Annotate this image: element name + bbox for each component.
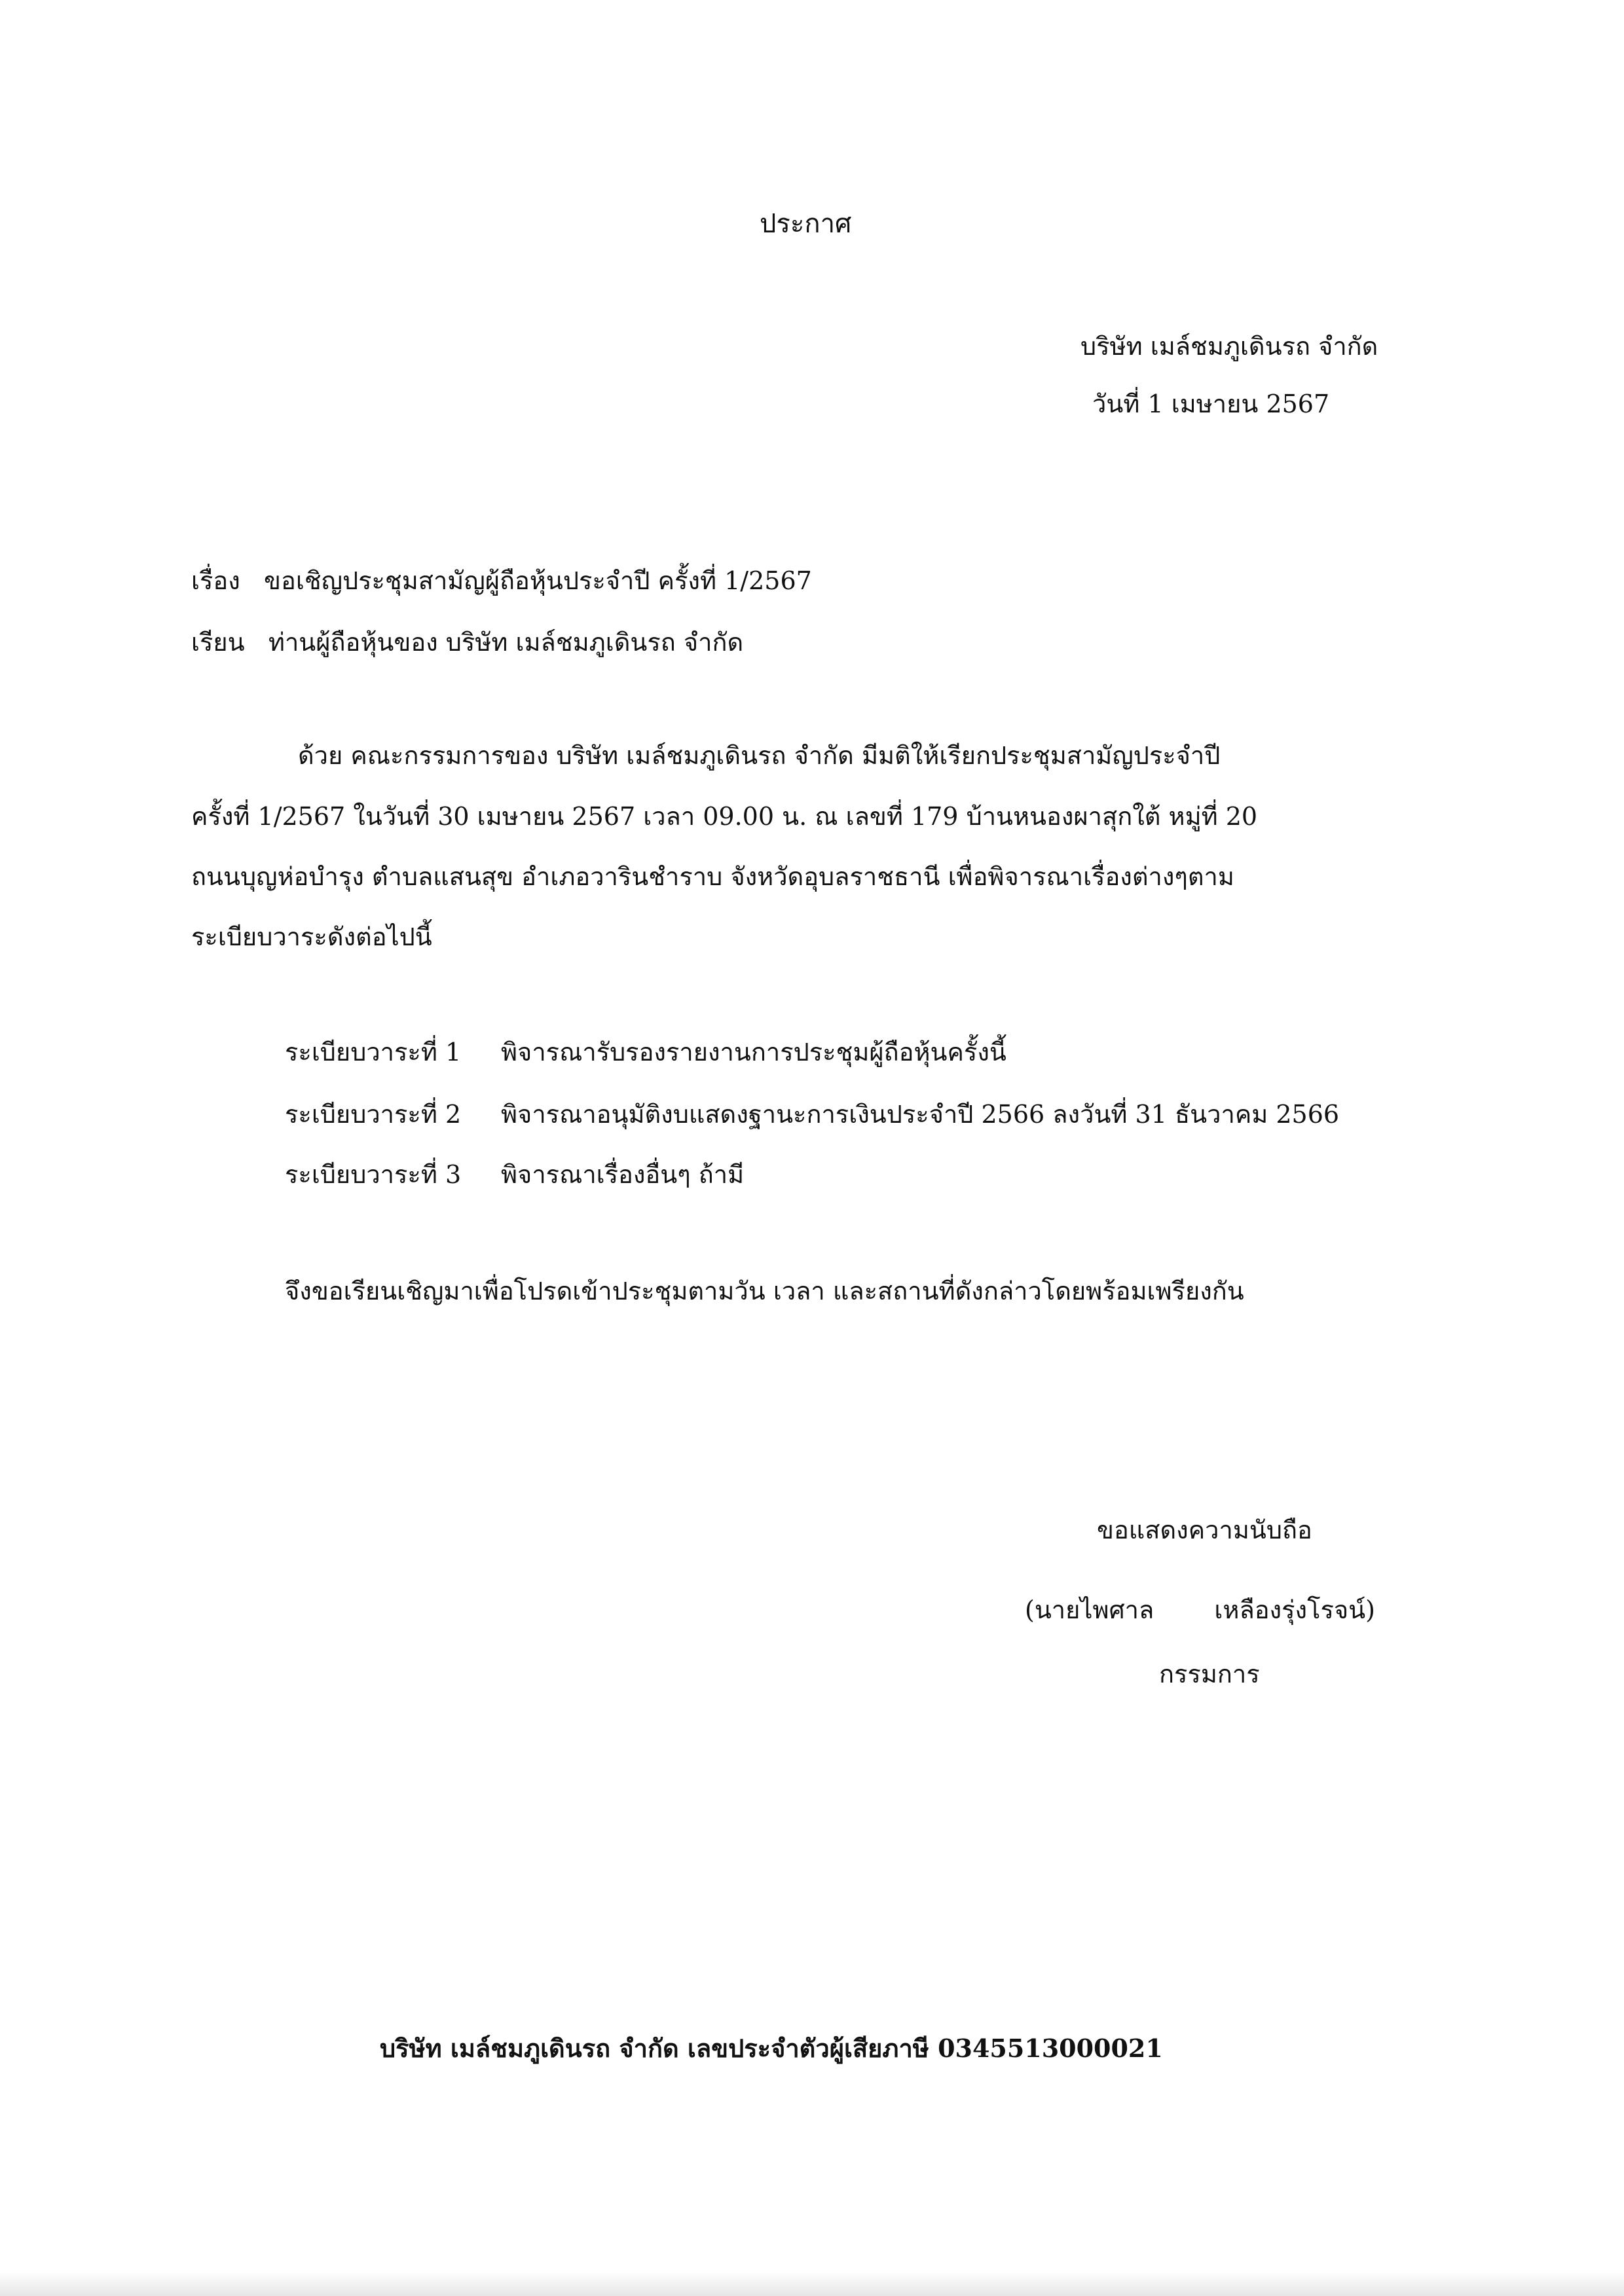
body-line-4: ระเบียบวาระดังต่อไปนี้ xyxy=(191,922,432,951)
agenda-number: ระเบียบวาระที่ 3 xyxy=(285,1160,462,1189)
signer-last-name: เหลืองรุ่งโรจน์) xyxy=(1214,1595,1375,1624)
recipient-label: เรียน xyxy=(191,628,245,657)
announcement-date: วันที่ 1 เมษายน 2567 xyxy=(1092,390,1330,418)
agenda-number: ระเบียบวาระที่ 1 xyxy=(285,1038,462,1066)
subject-line xyxy=(191,568,812,593)
body-line-2: ครั้งที่ 1/2567 ในวันที่ 30 เมษายน 2567 เวลา 09.00 น. ณ เลขที่ 179 บ้านหนองผาสุกใต้ หมู่ที่ 20 xyxy=(191,802,1258,831)
company-name-header: บริษัท เมล์ชมภูเดินรถ จำกัด xyxy=(1080,332,1378,361)
scan-edge-shadow xyxy=(0,2272,1624,2296)
agenda-number: ระเบียบวาระที่ 2 xyxy=(285,1100,462,1129)
recipient-line xyxy=(191,630,743,655)
agenda-text: พิจารณาเรื่องอื่นๆ ถ้ามี xyxy=(501,1160,745,1189)
signer-title: กรรมการ xyxy=(1159,1660,1260,1688)
signer-name xyxy=(1025,1597,1375,1622)
agenda-item-2 xyxy=(285,1102,1339,1127)
agenda-item-1 xyxy=(285,1040,1006,1065)
recipient-text: ท่านผู้ถือหุ้นของ บริษัท เมล์ชมภูเดินรถ จำกัด xyxy=(268,628,744,657)
company-footer: บริษัท เมล์ชมภูเดินรถ จำกัด เลขประจำตัวผู้เสียภาษี 0345513000021 xyxy=(380,2033,1163,2063)
signer-first-name: (นายไพศาล xyxy=(1025,1595,1154,1624)
announcement-heading: ประกาศ xyxy=(760,209,852,239)
subject-label: เรื่อง xyxy=(191,566,240,595)
body-line-1: ด้วย คณะกรรมการของ บริษัท เมล์ชมภูเดินรถ จำกัด มีมติให้เรียกประชุมสามัญประจำปี xyxy=(298,741,1221,770)
agenda-text: พิจารณารับรองรายงานการประชุมผู้ถือหุ้นครั้งนี้ xyxy=(501,1038,1006,1066)
subject-text: ขอเชิญประชุมสามัญผู้ถือหุ้นประจำปี ครั้งที่ 1/2567 xyxy=(264,566,812,595)
agenda-text: พิจารณาอนุมัติงบแสดงฐานะการเงินประจำปี 2566 ลงวันที่ 31 ธันวาคม 2566 xyxy=(501,1100,1340,1129)
body-line-3: ถนนบุญห่อบำรุง ตำบลแสนสุข อำเภอวารินชำราบ จังหวัดอุบลราชธานี เพื่อพิจารณาเรื่องต่างๆตาม xyxy=(191,862,1234,891)
agenda-item-3 xyxy=(285,1162,744,1187)
closing-paragraph: จึงขอเรียนเชิญมาเพื่อโปรดเข้าประชุมตามวัน เวลา และสถานที่ดังกล่าวโดยพร้อมเพรียงกัน xyxy=(285,1277,1244,1305)
regards-text: ขอแสดงความนับถือ xyxy=(1097,1516,1312,1544)
